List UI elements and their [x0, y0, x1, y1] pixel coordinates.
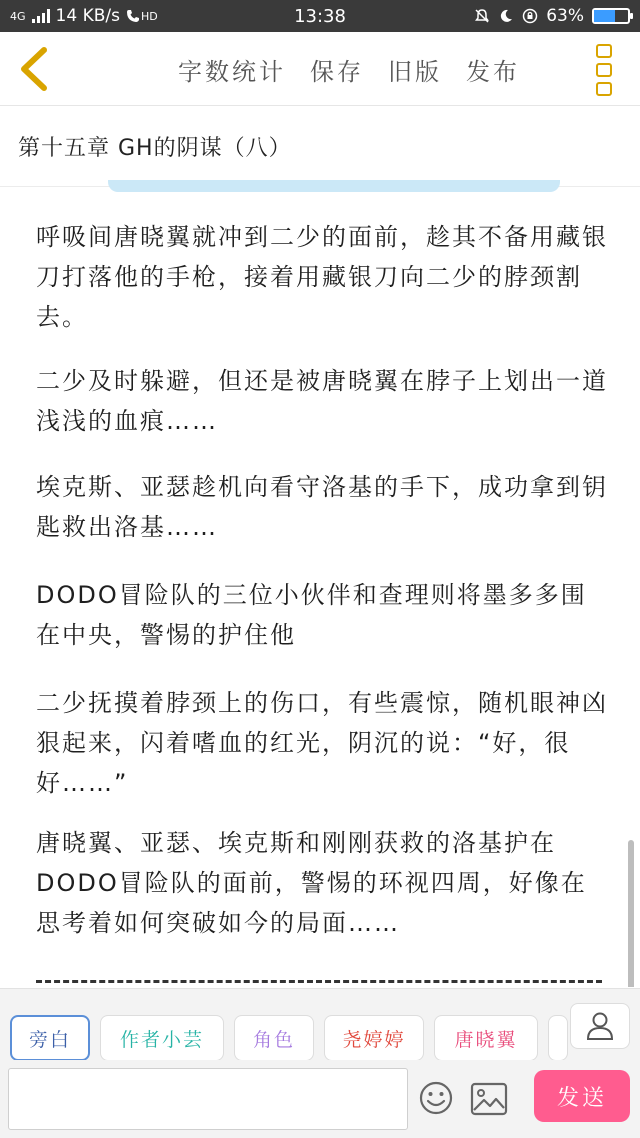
back-button[interactable] [14, 46, 58, 92]
role-tab-author[interactable]: 作者小芸 [100, 1015, 224, 1061]
role-tab-narrator[interactable]: 旁白 [10, 1015, 90, 1061]
chevron-left-icon [14, 46, 58, 92]
role-tab-yao-tingting[interactable]: 尧婷婷 [324, 1015, 424, 1061]
paragraph[interactable]: 呼吸间唐晓翼就冲到二少的面前，趁其不备用藏银刀打落他的手枪，接着用藏银刀向二少的脖颈割去。 [36, 223, 608, 331]
network-speed: 14 KB/s [55, 6, 120, 26]
send-button[interactable]: 发送 [534, 1070, 630, 1122]
paragraph[interactable]: 二少抚摸着脖颈上的伤口，有些震惊，随机眼神凶狠起来，闪着嗜血的红光，阴沉的说：“好，很好……” [36, 689, 608, 797]
paragraph[interactable]: DODO冒险队的三位小伙伴和查理则将墨多多围在中央，警惕的护住他 [36, 581, 587, 649]
paragraph[interactable]: 唐晓翼、亚瑟、埃克斯和刚刚获救的洛基护在DODO冒险队的面前，警惕的环视四周，好像在思考着如何突破如今的局面…… [36, 829, 587, 937]
image-button[interactable] [470, 1082, 508, 1116]
battery-fill [594, 10, 615, 22]
battery-percent: 63% [546, 6, 584, 26]
publish-button[interactable]: 发布 [466, 57, 520, 86]
image-icon [470, 1082, 508, 1116]
network-type: 4G [10, 9, 26, 23]
role-selector [0, 988, 640, 1060]
vertical-menu-icon[interactable] [596, 44, 616, 96]
section-divider [36, 980, 602, 983]
toolbar-actions [178, 32, 520, 106]
smiley-icon [418, 1080, 454, 1116]
scrollbar[interactable] [628, 840, 634, 987]
moon-icon [498, 8, 514, 24]
paragraph[interactable]: 二少及时躲避，但还是被唐晓翼在脖子上划出一道浅浅的血痕…… [36, 367, 608, 435]
role-tab-character[interactable]: 角色 [234, 1015, 314, 1061]
clock: 13:38 [294, 5, 346, 27]
add-role-button[interactable] [570, 1003, 630, 1049]
user-icon [586, 1011, 614, 1041]
status-right [390, 6, 630, 26]
editor-toolbar [0, 32, 640, 106]
mute-bell-icon [474, 8, 490, 24]
signal-icon [32, 9, 50, 23]
hd-label: HD [140, 9, 158, 23]
input-bar [0, 1060, 640, 1138]
paragraph[interactable]: 埃克斯、亚瑟趁机向看守洛基的手下，成功拿到钥匙救出洛基…… [36, 473, 608, 541]
message-input[interactable] [8, 1068, 408, 1130]
emoji-button[interactable] [418, 1080, 454, 1116]
chapter-title[interactable]: 第十五章 GH的阴谋（八） [0, 107, 640, 187]
hd-call-icon [126, 9, 158, 23]
role-tab-tang-xiaoyi[interactable]: 唐晓翼 [434, 1015, 538, 1061]
save-button[interactable]: 保存 [310, 57, 364, 86]
old-version-button[interactable]: 旧版 [388, 57, 442, 86]
role-tab-more[interactable] [548, 1015, 568, 1061]
word-count-button[interactable]: 字数统计 [178, 57, 286, 86]
pull-tab [108, 180, 560, 192]
chapter-content[interactable] [0, 195, 640, 987]
battery-icon [592, 8, 630, 24]
status-left [10, 6, 250, 26]
status-bar [0, 0, 640, 32]
lock-rotation-icon [522, 8, 538, 24]
